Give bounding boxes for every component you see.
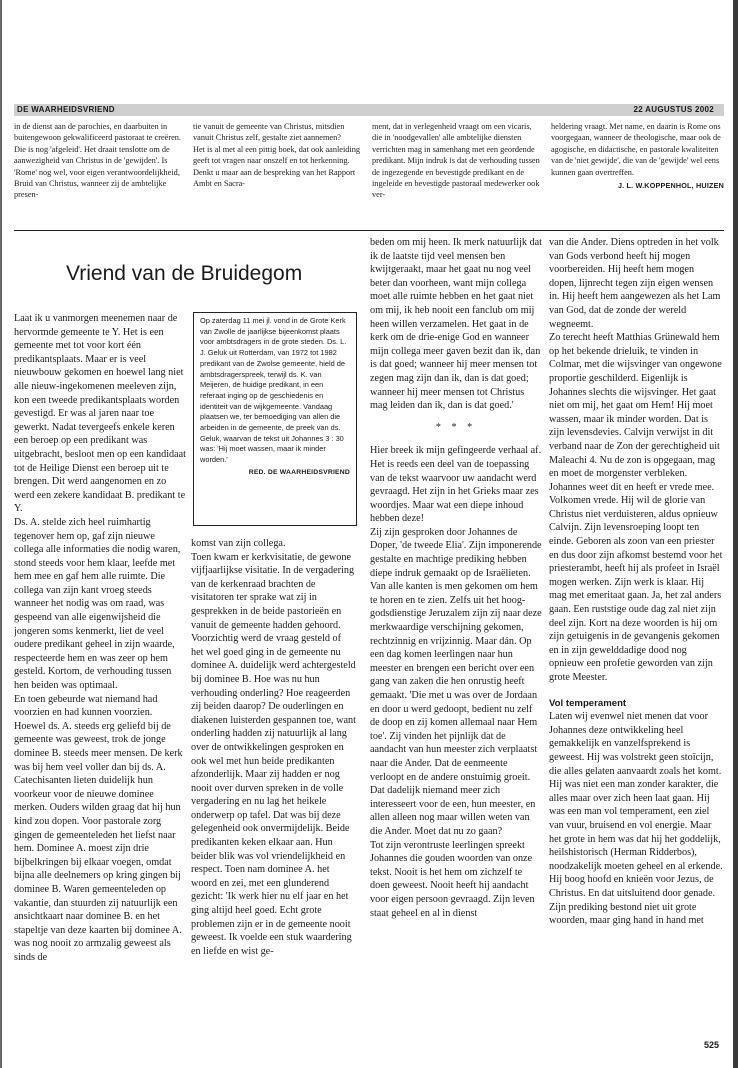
running-header (14, 104, 724, 116)
page-number: 525 (704, 1040, 720, 1050)
article-column-4 (549, 236, 724, 1050)
section-break: * * * (435, 421, 477, 433)
article-paragraphs: beden om mij heen. Ik merk natuurlijk dat ik de laatste tijd veel mensen ben kwijtgeraakt, maar het gaat nu nog veel beter dan voorheen, want mijn collega moet alle ruimte hebben en het gaat niet om mij, ik heb nooit een fanclub om mij heen willen verzamelen. Het gaat in de kerk om de drie-enige God en wanneer mijn collega meer gaven bezit dan ik, dan is dat goed; wanneer hij meer mensen tot zegen mag zijn dan ik, dan is dat goed; wanneer hij meer mensen tot Christus mag leiden dan ik, dan is dat goed.' (370, 237, 542, 412)
scan-edge-left (0, 0, 2, 1068)
article-column-1 (14, 312, 186, 1050)
letter-text: heldering vraagt. Met name, en daarin is Rome ons voorgegaan, wanneer de theologische, maar ook de agogische, en didactische, en pastorale kwaliteiten van de 'niet gewijde', die van de 'gewijde' wel eens kunnen gaan overtreffen. (551, 122, 721, 177)
letter-column-1 (14, 121, 184, 226)
letter-column-4 (551, 121, 724, 226)
intro-box-text: Op zaterdag 11 mei jl. vond in de Grote Kerk van Zwolle de jaarlijkse bijeenkomst plaats voor ambtsdragers in de grote steden. Ds. L. J. Geluk uit Rotterdam, van 1972 tot 1982 predikant van de Zwolse gemeente, hield de ambtsdragerspreek, terwijl ds. K. van Meijeren, de huidige predikant, in een referaat inging op de geschiedenis en identiteit van de wijkgemeente. Vandaag plaatsen we, ter bemoediging van allen die arbeiden in de gemeente, de preek van ds. Geluk, waarvan de tekst uit Johannes 3 : 30 was: 'Hij moet wassen, maar ik minder worden.' (200, 316, 347, 465)
letter-signature: J. L. W.KOPPENHOL, HUIZEN (617, 181, 724, 191)
article-paragraphs: komst van zijn collega. Toen kwam er kerkvisitatie, de gewone vijfjaarlijkse visitatie. In de vergadering van de kerkenraad brachten de visitatoren ter sprake wat zij in gesprekken in de beide pastorieën en vanuit de gemeente hadden gehoord. Voorzichtig werd de vraag gesteld of het wel goed ging in de gemeente nu dominee A. duidelijk werd achtergesteld bij dominee B. Hoe was nu hun verhouding onderling? Hoe reageerden zij beiden daarop? De ouderlingen en diakenen luisterden gespannen toe, want onderling hadden zij natuurlijk al lang over de ontwikkelingen gesproken en ook wel met hun beide predikanten afzonderlijk. Maar zij hadden er nog nooit over durven spreken in de volle vergadering en nu lag het heikele onderwerp op tafel. Dat was bij deze gelegenheid ook onvermijdelijk. Beide predikanten keken elkaar aan. Hun beider blik was vol vriendelijkheid en respect. Toen nam dominee A. het woord en zei, met een glunderend gezicht: 'Ik werk hier nu elf jaar en het ging altijd heel goed. Echt grote problemen zijn er in de gemeente nooit geweest. Ik voelde een stuk waardering en liefde en wist ge- (191, 538, 356, 957)
article-title: Vriend van de Bruidegom (66, 262, 303, 285)
letter-text: tie vanuit de gemeente van Christus, mitsdien vanuit Christus zelf, gestalte ziet aannemen? Het is al met al een pittig boek, dat ook aanleiding geeft tot vragen naar onszelf en tot herkenning. Denkt u maar aan de bespreking van het Rapport Ambt en Sacra- (193, 122, 361, 189)
letter-text: ment, dat in verlegenheid vraagt om een vicaris, die in 'noodgevallen' alle ambtelijke diensten verrichten mag in samenhang met een geordende predikant. Mijn indruk is dat de verhouding tussen de ingezegende en bevestigde predikant en de ingeleide en bevestigde pastoraal medewerker ook ver- (372, 122, 540, 200)
intro-box-signature: RED. DE WAARHEIDSVRIEND (248, 468, 350, 476)
article-paragraphs: Laat ik u vanmorgen meenemen naar de hervormde gemeente te Y. Het is een gemeente met tot voor kort één predikantsplaats. Maar er is veel nieuwbouw gekomen en hoewel lang niet alle nieuw-ingekomenen meeleven zijn, kon een tweede predikantsplaats worden gevestigd. Er was al jaren naar toe gewerkt. Nadat tevergeefs enkele keren een beroep op een predikant was uitgebracht, besloot men op een kandidaat tot de Heilige Dienst een beroep uit te brengen. Dit werd aangenomen en zo werd een zekere kandidaat B. predikant te Y. Ds. A. stelde zich heel ruimhartig tegenover hem op, gaf zijn nieuwe collega alle informaties die nodig waren, stond steeds voor hem klaar, leefde met hem mee en gaf hem alle ruimte. Die collega van zijn kant vroeg steeds wanneer het nodig was om raad, was gespeend van alle eigenwijsheid die jongeren soms kenmerkt, liet de veel oudere predikant geheel in zijn waarde, respecteerde hem en was zeer op hem gesteld. Kortom, de verhouding tussen hen beiden was optimaal. En toen gebeurde wat niemand had voorzien en had kunnen voorzien. Hoewel ds. A. steeds erg geliefd bij de gemeente was geweest, trok de jonge dominee B. steeds meer mensen. De kerk was bij hem veel voller dan bij ds. A. Catechisanten lieten duidelijk hun voorkeur voor de nieuwe dominee merken. Ouders wilden graag dat hij hun kind zou dopen. Voor pastorale zorg gingen de gemeenteleden het liefst naar hem. Dominee A. moest zijn drie bijbelkringen bij elkaar voegen, omdat bijna alle deelnemers op kring gingen bij dominee B. Waren gemeenteleden op vakantie, dan stuurden zij natuurlijk een ansichtkaart naar dominee B. en het stapeltje van deze kaarten bij dominee A. was nog nooit zo armzalig geweest als sinds de (14, 313, 186, 963)
publication-name: DE WAARHEIDSVRIEND (17, 105, 115, 114)
article-paragraphs: van die Ander. Diens optreden in het volk van Gods verbond heeft hij mogen voorbereiden. Hij heeft hem mogen dopen, lijnrecht tegen zijn eigen wensen in. Hij heeft hem aangewezen als het Lam van God, dat de zonde der wereld wegneemt. Zo terecht heeft Matthias Grünewald hem op het bekende drieluik, te vinden in Colmar, met die wijsvinger van ongewone proportie geschilderd. Eigenlijk is Johannes slechts die wijsvinger. Het gaat niet om mij, het gaat om Hem! Hij moet wassen, maar ik minder worden. Dat is zijn levensdevies. Calvijn verwijst in dit verband naar de Zon der gerechtigheid uit Maleachi 4. Nu de zon is opgegaan, mag en moet de morgenster verbleken. Johannes weet dit en heeft er vrede mee. Volkomen vrede. Hij wil de glorie van Christus niet verduisteren, aldus opnieuw Calvijn. Zijn levensroeping loopt ten einde. Geboren als zoon van een priester en dus door zijn afkomst bestemd voor het priesterambt, heeft hij als profeet in Israël mogen werken. Zijn werk is klaar. Hij mag met emeritaat gaan. Ja, het zal anders gaan. Een ruststige oude dag zal niet zijn deel zijn. Kort na deze woorden is hij om zijn getuigenis in de gevangenis gekomen en in zijn gewelddadige dood nog opnieuw een profetie geworden van zijn grote Meester. (549, 237, 723, 683)
letter-column-3 (372, 121, 542, 226)
issue-date: 22 AUGUSTUS 2002 (633, 105, 714, 114)
scan-edge-right (733, 0, 738, 1068)
letter-column-2 (193, 121, 363, 226)
intro-box (193, 312, 357, 526)
section-divider (14, 230, 724, 231)
article-paragraphs: Hier breek ik mijn gefingeerde verhaal af. Het is reeds een deel van de toepassing van de tekst waarvoor uw aandacht werd gevraagd. Het zijn in het Grieks maar zes woordjes. Maar wat een diepe inhoud hebben deze! Zij zijn gesproken door Johannes de Doper, 'de tweede Elia'. Zijn imponerende gestalte en machtige prediking hebben diepe indruk gemaakt op de Israëlieten. Van alle kanten is men gekomen om hem te horen en te zien. Zelfs uit het hoog-godsdienstige Jeruzalem zijn zij naar deze merkwaardige verschijning gekomen, rechtzinnig en vrijzinnig. Maar dán. Op een dag komen leerlingen naar hun meester en brengen een bericht over een gang van zaken die hen onrustig heeft gemaakt. 'Die met u was over de Jordaan en door u werd gedoopt, bedient nu zelf de doop en zij komen allemaal naar Hem toe'. Zij vinden het pijnlijk dat de aandacht van hun meester zich verplaatst naar die Ander. Dat de eenmeente verloopt en de andere onstuimig groeit. Dat dadelijk niemand meer zich interesseert voor de een, hun meester, en allen alleen nog maar willen weten van die Ander. Moet dat nu zo gaan? Tot zijn verontruste leerlingen spreekt Johannes die gouden woorden van onze tekst. Nooit is het hem om zichzelf te doen geweest. Nooit heeft hij aandacht voor eigen persoon gevraagd. Zijn leven staat geheel en al in dienst (370, 445, 542, 919)
article-column-3 (370, 236, 542, 1050)
subheading: Vol temperament (549, 697, 627, 709)
article-paragraphs: Laten wij evenwel niet menen dat voor Johannes deze ontwikkeling heel gemakkelijk en vanzelfsprekend is geweest. Hij was volstrekt geen stoïcijn, die alles gelaten aanvaardt zoals het komt. Hij was niet een man zonder karakter, die alles maar over zich heen laat gaan. Hij was een man vol temperament, een ziel van vuur, bruisend en vol energie. Maar het grote in hem was dat hij het goddelijk, heilshistorisch (Herman Ridderbos), noodzakelijk moeten geheel en al erkende. Hij boog hoofd en knieën voor Jezus, de Christus. En dat uitsluitend door genade. Zijn prediking bestond niet uit grote woorden, maar ging hand in hand met (549, 711, 723, 927)
letter-text: in de dienst aan de parochies, en daarbuiten in buitengewoon gekwalificeerd pastoraat te creëren. Die is nog 'afgeleid'. Het draait tenslotte om de aanwezigheid van Christus in de 'gewijden'. Is 'Rome' nog wel, voor eigen verantwoordelijkheid, Bruid van Christus, wanneer zij de ambtelijke presen- (14, 122, 182, 200)
article-column-2 (191, 537, 356, 1050)
